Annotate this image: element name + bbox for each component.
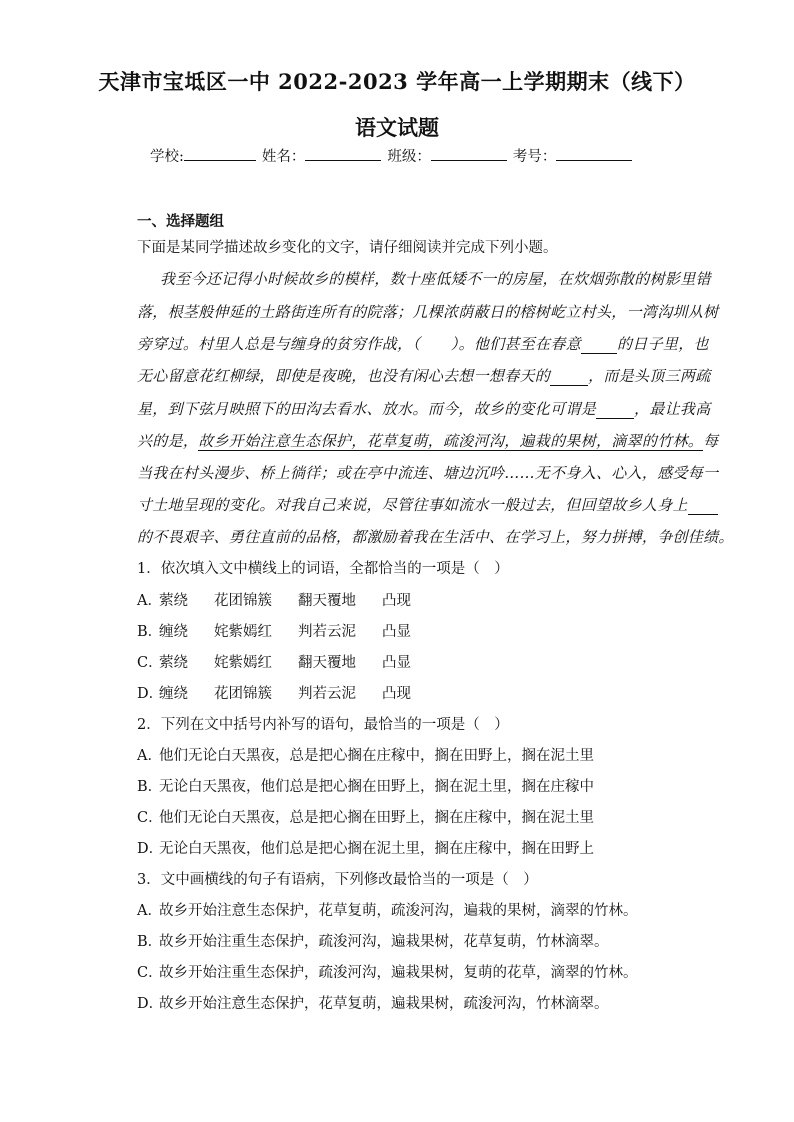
question-3-option-a[interactable]: A．故乡开始注意生态保护，花草复萌，疏浚河沟，遍栽的果树，滴翠的竹林。 bbox=[137, 903, 638, 919]
passage-line-6: 兴的是，故乡开始注意生态保护，花草复萌，疏浚河沟，遍栽的果树，滴翠的竹林。每 bbox=[137, 432, 719, 450]
section-heading: 一、选择题组 bbox=[137, 213, 224, 230]
fill-blank-1[interactable] bbox=[581, 339, 617, 354]
question-3-option-c[interactable]: C．故乡开始注重生态保护，疏浚河沟，遍栽果树，复萌的花草，滴翠的竹林。 bbox=[137, 965, 638, 981]
question-1-option-c[interactable]: C．萦绕 姹紫嫣红 翻天覆地 凸显 bbox=[137, 655, 411, 671]
school-label: 学校: bbox=[150, 149, 184, 165]
exam-number-label: 考号： bbox=[512, 149, 557, 165]
class-blank[interactable] bbox=[431, 145, 507, 161]
passage-line-9: 的不畏艰辛、勇往直前的品格，都激励着我在生活中、在学习上，努力拼搏，争创佳绩。 bbox=[137, 528, 734, 546]
school-blank[interactable] bbox=[184, 145, 256, 161]
fill-blank-4[interactable] bbox=[688, 500, 718, 515]
question-3-option-b[interactable]: B．故乡开始注重生态保护，疏浚河沟，遍栽果树，花草复萌，竹林滴翠。 bbox=[137, 934, 609, 950]
exam-subtitle: 语文试题 bbox=[355, 115, 439, 140]
question-1-option-b[interactable]: B．缠绕 姹紫嫣红 判若云泥 凸显 bbox=[137, 624, 411, 640]
class-label: 班级： bbox=[387, 149, 431, 165]
passage-line-4: 无心留意花红柳绿，即使是夜晚，也没有闲心去想一想春天的 ，而是头顶三两疏 bbox=[137, 367, 711, 385]
passage-line-8: 寸土地呈现的变化。对我自己来说，尽管往事如流水一般过去，但回望故乡人身上 bbox=[137, 494, 718, 515]
exam-number-blank[interactable] bbox=[556, 145, 632, 161]
name-blank[interactable] bbox=[305, 145, 381, 161]
question-3-stem: 3．文中画横线的句子有语病，下列修改最恰当的一项是（ ） bbox=[137, 872, 538, 888]
question-2-option-a[interactable]: A．他们无论白天黑夜，总是把心搁在庄稼中，搁在田野上，搁在泥土里 bbox=[137, 748, 594, 764]
student-info-row bbox=[150, 145, 638, 166]
passage-line-1: 我至今还记得小时候故乡的模样，数十座低矮不一的房屋，在炊烟弥散的树影里错 bbox=[160, 270, 711, 288]
section-intro: 下面是某同学描述故乡变化的文字，请仔细阅读并完成下列小题。 bbox=[137, 240, 558, 256]
question-3-option-d[interactable]: D．故乡开始注意生态保护，花草复萌，遍栽果树，疏浚河沟，竹林滴翠。 bbox=[137, 996, 609, 1012]
question-2-option-c[interactable]: C．他们无论白天黑夜，总是把心搁在田野上，搁在庄稼中，搁在泥土里 bbox=[137, 810, 594, 826]
question-1-stem: 1．依次填入文中横线上的词语，全都恰当的一项是（ ） bbox=[137, 561, 509, 577]
question-2-stem: 2．下列在文中括号内补写的语句，最恰当的一项是（ ） bbox=[137, 717, 509, 733]
fill-blank-2[interactable] bbox=[550, 371, 588, 386]
exam-title: 天津市宝坻区一中 2022-2023 学年高一上学期期末（线下） bbox=[98, 69, 696, 94]
question-2-option-b[interactable]: B．无论白天黑夜，他们总是把心搁在田野上，搁在泥土里，搁在庄稼中 bbox=[137, 779, 594, 795]
question-1-option-d[interactable]: D．缠绕 花团锦簇 判若云泥 凸现 bbox=[137, 686, 411, 702]
question-2-option-d[interactable]: D．无论白天黑夜，他们总是把心搁在泥土里，搁在庄稼中，搁在田野上 bbox=[137, 841, 594, 857]
passage-line-2: 落，根茎般伸延的土路街连所有的院落；几棵浓荫蔽日的榕树屹立村头，一湾沟圳从树 bbox=[137, 303, 719, 321]
underlined-sentence: 故乡开始注意生态保护，花草复萌，疏浚河沟，遍栽的果树，滴翠的竹林。 bbox=[198, 432, 704, 450]
name-label: 姓名： bbox=[261, 149, 306, 165]
passage-line-3: 旁穿过。村里人总是与缠身的贫穷作战，（ ）。他们甚至在春意 的日子里，也 bbox=[137, 335, 709, 353]
question-1-option-a[interactable]: A．萦绕 花团锦簇 翻天覆地 凸现 bbox=[137, 593, 411, 609]
passage-line-7: 当我在村头漫步、桥上徜徉；或在亭中流连、塘边沉吟……无不身入、心入，感受每一 bbox=[137, 464, 719, 482]
passage-line-5: 星，到下弦月映照下的田沟去看水、放水。而今，故乡的变化可谓是 ，最让我高 bbox=[137, 400, 711, 418]
fill-blank-3[interactable] bbox=[596, 404, 634, 419]
